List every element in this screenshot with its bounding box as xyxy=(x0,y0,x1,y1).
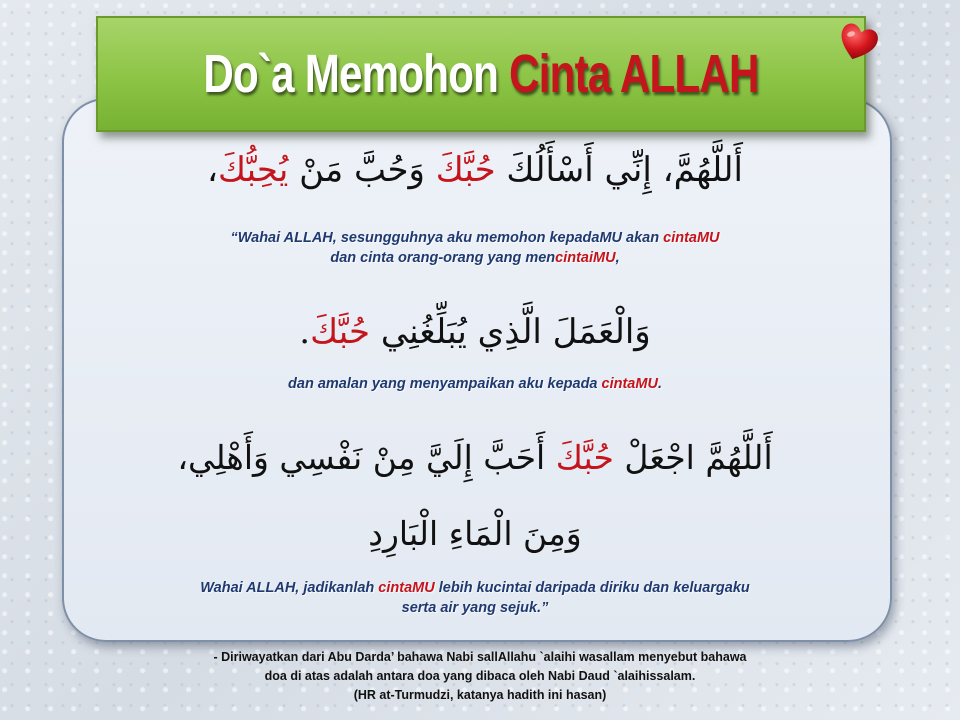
verse-3-arabic-line-2: وَمِنَ الْمَاءِ الْبَارِدِ xyxy=(368,514,582,553)
verse-1-arabic-c: ، xyxy=(207,150,219,190)
verse-3-arabic-a: أَللَّهُمَّ اجْعَلْ xyxy=(613,438,773,477)
verse-3-trans-b: lebih kucintai daripada diriku dan keluargaku xyxy=(434,580,750,596)
verse-1-trans-c: , xyxy=(615,250,620,266)
title-part-red: Cinta ALLAH xyxy=(509,44,759,104)
verse-2-arabic-highlight: حُبَّكَ xyxy=(310,312,371,352)
page-title xyxy=(203,43,758,105)
verse-2-translation xyxy=(80,374,870,394)
verse-2-trans-b: . xyxy=(657,376,662,392)
source-line-1: - Diriwayatkan dari Abu Darda’ bahawa Nabi sallAllahu `alaihi wasallam menyebut bahawa xyxy=(213,650,747,664)
verse-2-trans-highlight: cintaMU xyxy=(601,376,658,392)
heart-icon xyxy=(836,20,880,64)
verse-1-arabic-highlight-1: حُبَّكَ xyxy=(435,150,496,190)
source-line-3: (HR at-Turmudzi, katanya hadith ini hasan) xyxy=(353,688,607,702)
verse-1-trans-highlight-1: cintaMU xyxy=(663,230,720,246)
verse-1-arabic-b: وَحُبَّ مَنْ xyxy=(288,150,436,190)
verse-3-trans-line-2: serta air yang sejuk.” xyxy=(401,600,549,616)
title-part-white: Do`a Memohon xyxy=(203,44,510,104)
verse-1-translation xyxy=(80,228,870,268)
verse-2-arabic-b: . xyxy=(299,312,311,352)
verse-3-arabic-line-1 xyxy=(80,438,870,477)
verse-1-arabic-highlight-2: يُحِبُّكَ xyxy=(218,150,289,190)
verse-3-translation xyxy=(80,578,870,618)
verse-2-trans-a: dan amalan yang menyampaikan aku kepada xyxy=(288,376,602,392)
hadith-source xyxy=(60,648,900,705)
source-line-2: doa di atas adalah antara doa yang dibaca oleh Nabi Daud `alaihissalam. xyxy=(264,669,696,683)
verse-1-arabic xyxy=(80,150,870,190)
verse-1-arabic-a: أَللَّهُمَّ، إِنِّي أَسْأَلُكَ xyxy=(495,150,743,190)
verse-3-arabic-highlight: حُبَّكَ xyxy=(555,438,614,477)
verse-1-trans-b: dan cinta orang-orang yang men xyxy=(330,250,556,266)
verse-1-trans-highlight-2: cintaiMU xyxy=(555,250,616,266)
verse-3-trans-a: Wahai ALLAH, jadikanlah xyxy=(200,580,379,596)
verse-1-trans-a: “Wahai ALLAH, sesungguhnya aku memohon kepadaMU akan xyxy=(230,230,664,246)
verse-2-arabic xyxy=(80,312,870,352)
verse-3-arabic-b: أَحَبَّ إِلَيَّ مِنْ نَفْسِي وَأَهْلِي، xyxy=(177,438,556,477)
verse-3-trans-highlight: cintaMU xyxy=(378,580,435,596)
verse-2-arabic-a: وَالْعَمَلَ الَّذِي يُبَلِّغُنِي xyxy=(370,312,651,352)
title-banner xyxy=(96,16,866,132)
